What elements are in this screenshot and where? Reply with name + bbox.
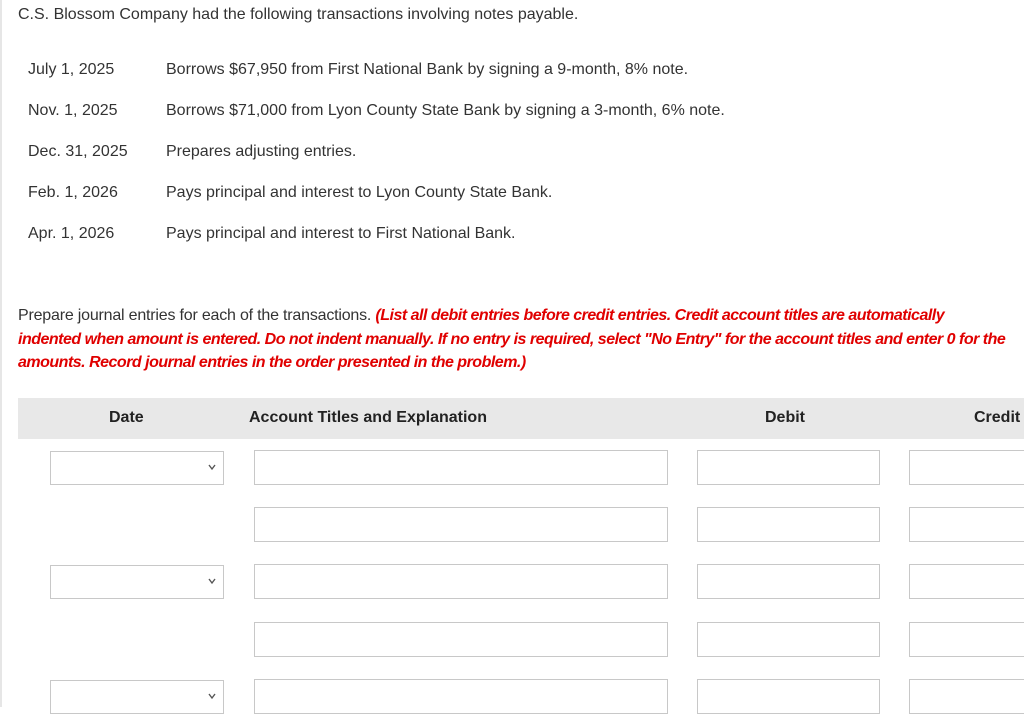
credit-amount-input[interactable] (909, 507, 1024, 542)
account-title-input[interactable] (254, 622, 668, 657)
transaction-description: Pays principal and interest to First National Bank. (166, 225, 516, 242)
transaction-description: Borrows $67,950 from First National Bank by signing a 9-month, 8% note. (166, 61, 689, 78)
chevron-down-icon (207, 575, 217, 587)
transaction-date: Apr. 1, 2026 (28, 225, 115, 242)
instructions (18, 304, 1008, 375)
credit-column-header: Credit (974, 409, 1021, 426)
account-column-header: Account Titles and Explanation (249, 409, 487, 426)
chevron-down-icon (207, 690, 217, 702)
debit-amount-input[interactable] (697, 507, 880, 542)
credit-amount-input[interactable] (909, 450, 1024, 485)
debit-amount-input[interactable] (697, 679, 880, 714)
chevron-down-icon (207, 461, 217, 473)
transaction-date: Feb. 1, 2026 (28, 184, 118, 201)
date-select[interactable] (50, 680, 224, 714)
debit-column-header: Debit (765, 409, 805, 426)
journal-table-header (18, 398, 1024, 439)
transaction-date: Dec. 31, 2025 (28, 143, 128, 160)
problem-intro: C.S. Blossom Company had the following transactions involving notes payable. (18, 6, 579, 23)
account-title-input[interactable] (254, 679, 668, 714)
debit-amount-input[interactable] (697, 622, 880, 657)
account-title-input[interactable] (254, 507, 668, 542)
transaction-date: Nov. 1, 2025 (28, 102, 118, 119)
left-border (0, 0, 2, 707)
transaction-description: Borrows $71,000 from Lyon County State Bank by signing a 3-month, 6% note. (166, 102, 725, 119)
debit-amount-input[interactable] (697, 564, 880, 599)
account-title-input[interactable] (254, 450, 668, 485)
transaction-description: Prepares adjusting entries. (166, 143, 357, 160)
date-column-header: Date (109, 409, 144, 426)
debit-amount-input[interactable] (697, 450, 880, 485)
transaction-date: July 1, 2025 (28, 61, 115, 78)
credit-amount-input[interactable] (909, 564, 1024, 599)
account-title-input[interactable] (254, 564, 668, 599)
transaction-description: Pays principal and interest to Lyon County State Bank. (166, 184, 553, 201)
instructions-emphasis: (List all debit entries before credit entries. Credit account titles are automatically indented when amount is entered. Do not indent manually. If no entry is required, select "No Entry" for the account titles and enter 0 for the amounts. Record journal entries in the order presented in the problem.) (18, 307, 1006, 371)
credit-amount-input[interactable] (909, 622, 1024, 657)
date-select[interactable] (50, 451, 224, 485)
instructions-text: Prepare journal entries for each of the transactions. (18, 307, 376, 324)
date-select[interactable] (50, 565, 224, 599)
credit-amount-input[interactable] (909, 679, 1024, 714)
